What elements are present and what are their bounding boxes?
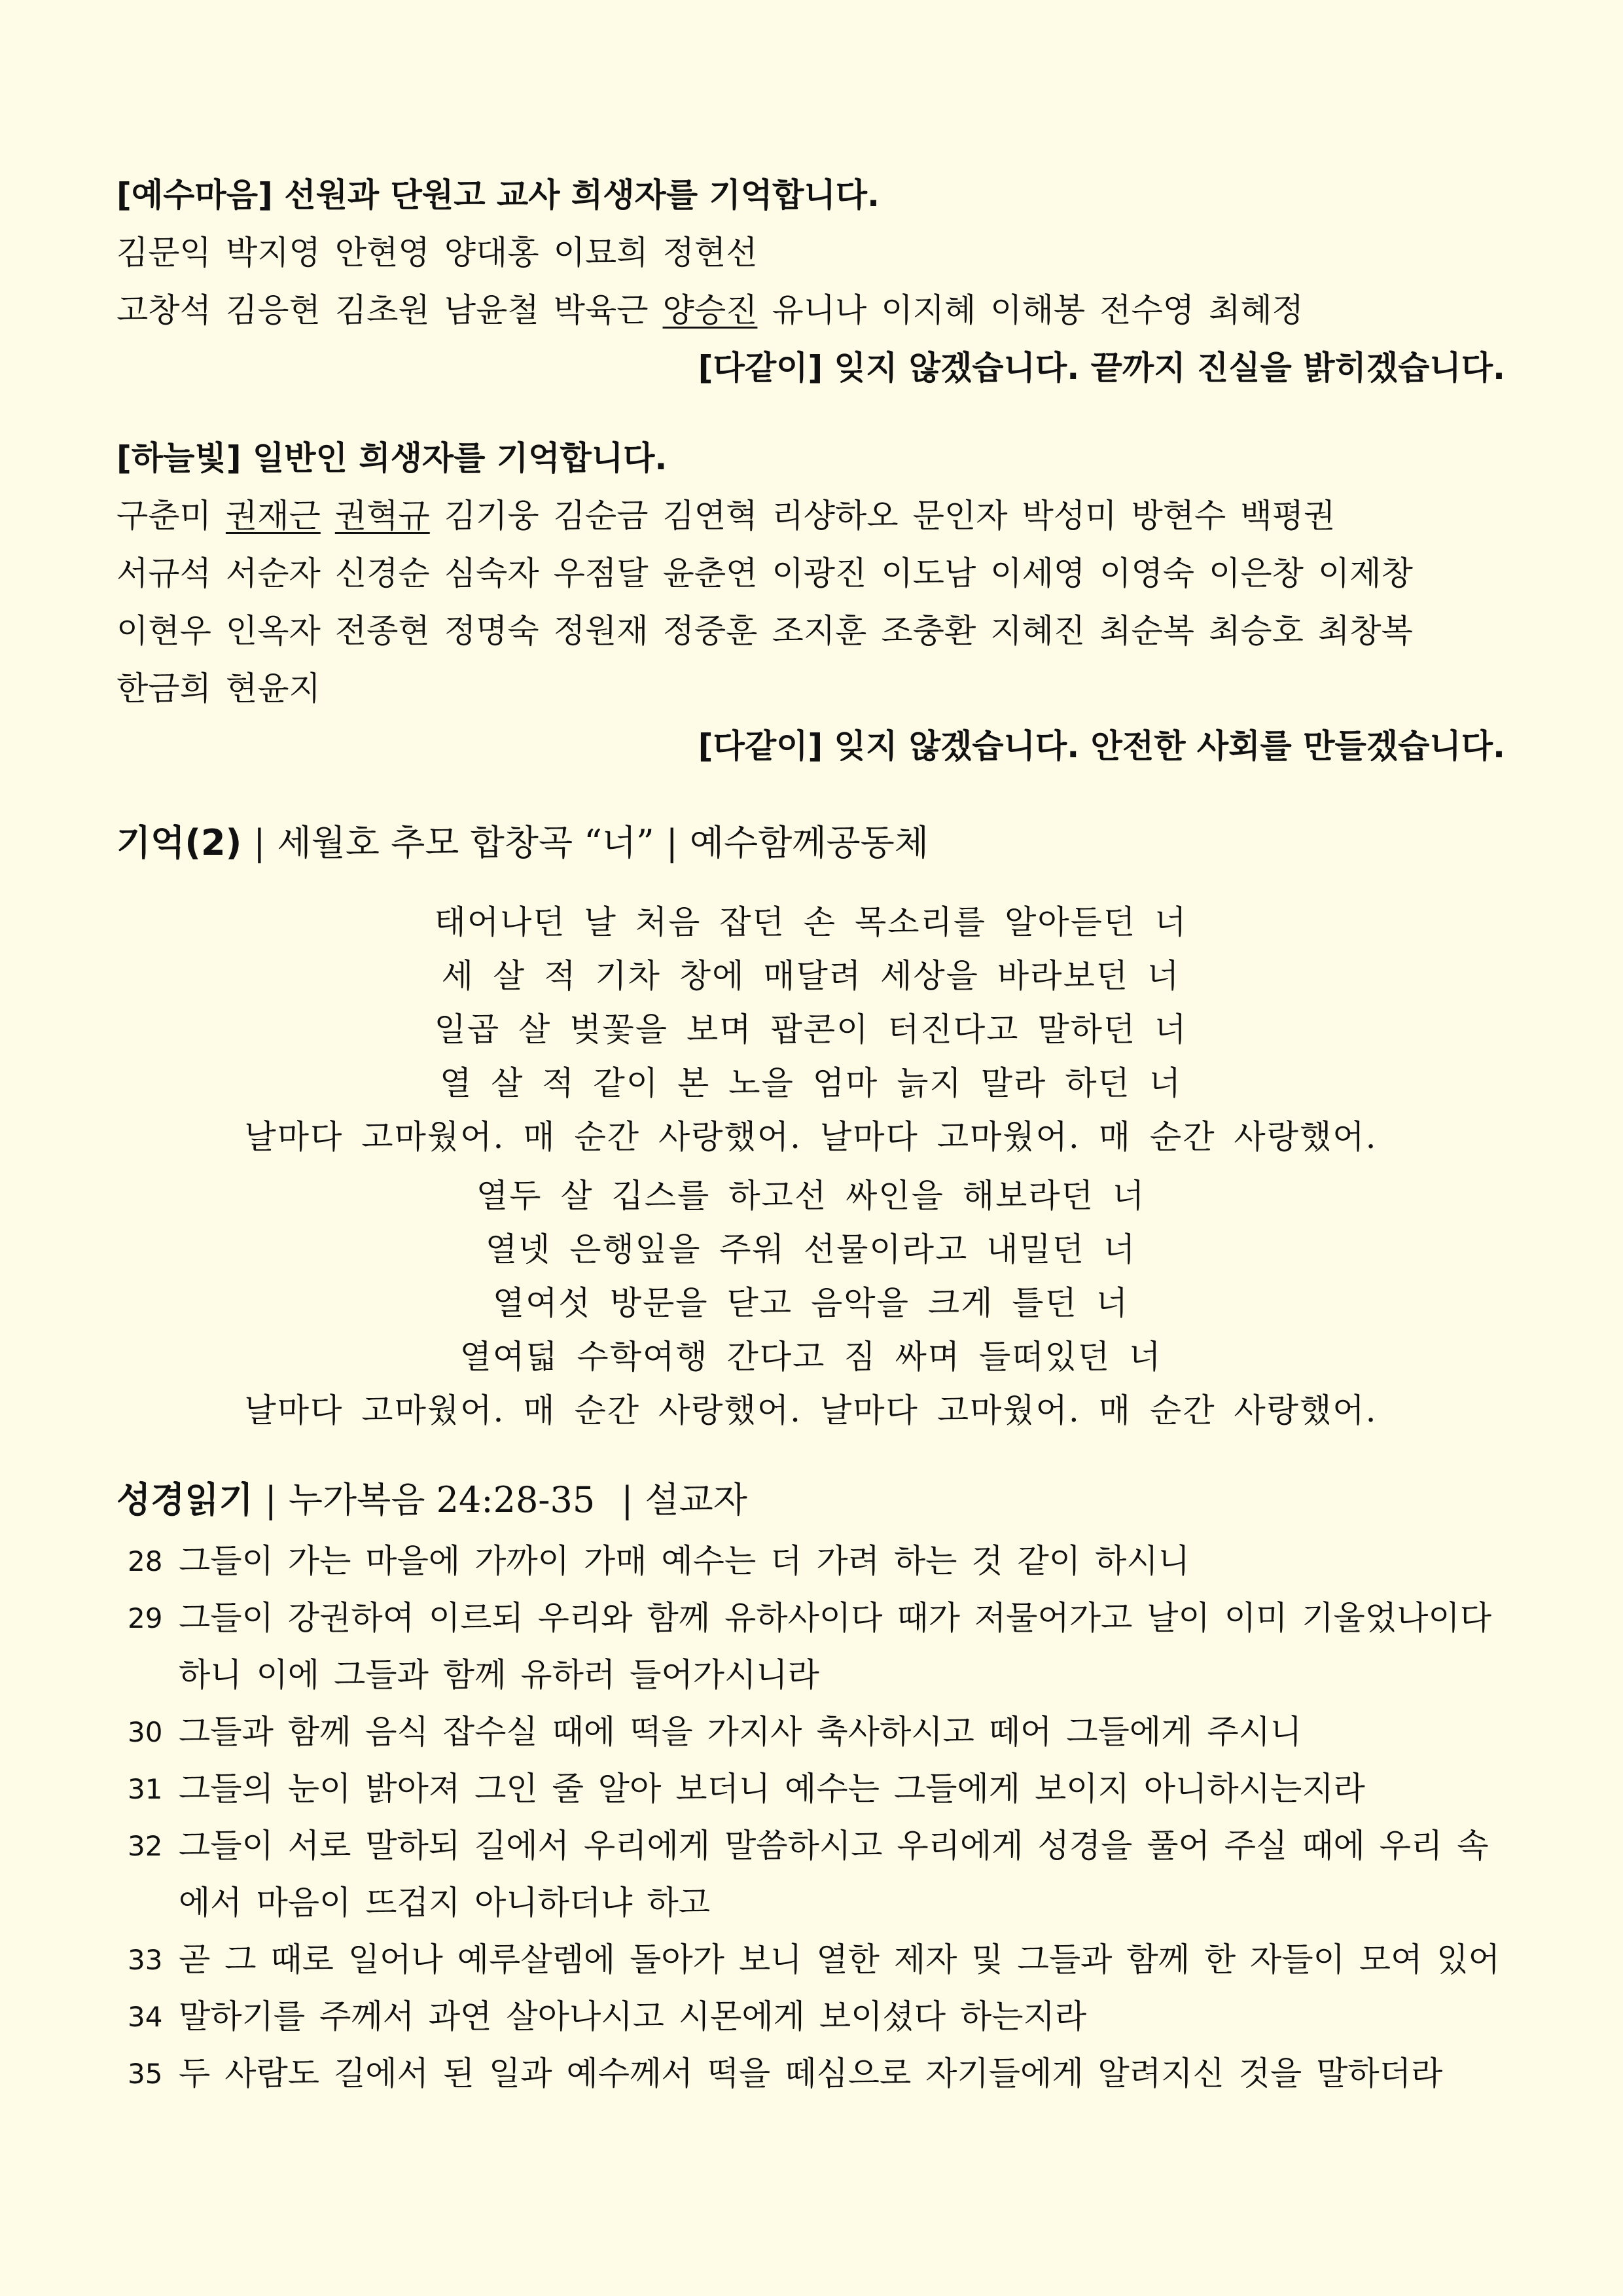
victim-name: 조충환: [881, 612, 976, 650]
victim-name: 서규석: [116, 554, 211, 592]
victim-name: 박지영: [225, 234, 321, 272]
victim-name: 정현선: [662, 234, 758, 272]
victim-name: 정원재: [553, 612, 649, 650]
victim-name: 김연혁: [662, 497, 758, 535]
lyrics-block: [116, 895, 1505, 1437]
separator: |: [666, 822, 678, 863]
victim-name: 김초원: [334, 291, 430, 329]
verse-text: 곧 그 때로 일어나 예루살렘에 돌아가 보니 열한 제자 및 그들과 함께 한 자들이 모여 있어: [179, 1941, 1500, 1979]
lyric-line: 세 살 적 기차 창에 매달려 세상을 바라보던 너: [441, 957, 1181, 995]
victim-name: 문인자: [912, 497, 1008, 535]
verse-text: 말하기를 주께서 과연 살아나시고 시몬에게 보이셨다 하는지라: [179, 1998, 1087, 2036]
scripture-reference: 누가복음 24:28-35: [288, 1479, 596, 1520]
victim-name: 이해봉: [990, 291, 1086, 329]
verse: [128, 1704, 1508, 1761]
scripture-verses: [128, 1533, 1508, 2102]
verse-text: 그들이 강권하여 이르되 우리와 함께 유하사이다 때가 저물어가고 날이 이미 기울었나이다 하니 이에 그들과 함께 유하러 들어가시니라: [179, 1599, 1492, 1694]
scripture-title-label: 성경읽기: [116, 1479, 253, 1520]
victim-name: 김순금: [553, 497, 649, 535]
victim-name: 이은창: [1209, 554, 1304, 592]
victim-name: 현윤지: [225, 670, 321, 708]
victim-name-missing: 권재근: [225, 497, 321, 535]
memory-song-title: 세월호 추모 합창곡 “너”: [277, 822, 654, 863]
lyric-line: 열여덟 수학여행 간다고 짐 싸며 들떠있던 너: [459, 1338, 1162, 1376]
victim-name: 최승호: [1209, 612, 1304, 650]
sky-light-section: [116, 429, 1505, 775]
verse-text: 그들의 눈이 밝아져 그인 줄 알아 보더니 예수는 그들에게 보이지 아니하시는지라: [179, 1770, 1365, 1808]
victim-name-missing: 양승진: [662, 291, 758, 329]
jesus-heart-names-row2: [116, 281, 1505, 339]
lyric-line: 열넷 은행잎을 주워 선물이라고 내밀던 너: [485, 1230, 1137, 1268]
victim-name: 이영숙: [1099, 554, 1195, 592]
verse: [128, 2045, 1508, 2102]
victim-name: 백평권: [1240, 497, 1336, 535]
verse: [128, 1533, 1508, 1590]
verse: [128, 1988, 1508, 2045]
victim-name: 안현영: [334, 234, 430, 272]
memory-section-title: [116, 814, 1505, 872]
verse-number: 29: [128, 1602, 163, 1634]
sky-light-response: [다같이] 잊지 않겠습니다. 안전한 사회를 만들겠습니다.: [698, 727, 1505, 765]
lyric-line: 열여섯 방문을 닫고 음악을 크게 틀던 너: [492, 1284, 1130, 1322]
jesus-heart-section: [116, 166, 1505, 397]
sky-light-names-row4: [116, 660, 1505, 717]
verse: [128, 1818, 1508, 1931]
victim-name: 고창석: [116, 291, 211, 329]
victim-name: 서순자: [225, 554, 321, 592]
sky-light-names-row3: [116, 602, 1505, 660]
verse-text: 그들이 서로 말하되 길에서 우리에게 말씀하시고 우리에게 성경을 풀어 주실 때에 우리 속에서 마음이 뜨겁지 아니하더냐 하고: [179, 1827, 1489, 1922]
victim-name: 박육근: [553, 291, 649, 329]
victim-name: 최순복: [1099, 612, 1195, 650]
lyric-line: 태어나던 날 처음 잡던 손 목소리를 알아듣던 너: [434, 903, 1188, 941]
victim-name: 이현우: [116, 612, 211, 650]
verse-number: 28: [128, 1545, 163, 1577]
verse-text: 두 사람도 길에서 된 일과 예수께서 떡을 떼심으로 자기들에게 알려지신 것을 말하더라: [179, 2054, 1443, 2092]
victim-name: 리샹하오: [772, 497, 899, 535]
memory-title-label: 기억(2): [116, 822, 242, 863]
verse-number: 35: [128, 2058, 163, 2090]
victim-name: 정중훈: [662, 612, 758, 650]
verse-number: 32: [128, 1830, 163, 1862]
scripture-section-title: [116, 1471, 1505, 1529]
verse-number: 34: [128, 2001, 163, 2033]
memory-author: 예수함께공동체: [689, 822, 929, 863]
sky-light-names-row2: [116, 545, 1505, 602]
victim-name: 이제창: [1317, 554, 1413, 592]
victim-name: 우점달: [553, 554, 649, 592]
verse-text: 그들이 가는 마을에 가까이 가매 예수는 더 가려 하는 것 같이 하시니: [179, 1542, 1190, 1580]
victim-name: 방현수: [1131, 497, 1226, 535]
victim-name: 이묘희: [553, 234, 649, 272]
lyric-line: 일곱 살 벚꽃을 보며 팝콘이 터진다고 말하던 너: [434, 1011, 1188, 1049]
lyric-refrain: 날마다 고마웠어. 매 순간 사랑했어. 날마다 고마웠어. 매 순간 사랑했어.: [244, 1391, 1378, 1429]
verse-number: 31: [128, 1773, 163, 1805]
victim-name: 이세영: [990, 554, 1086, 592]
victim-name: 조지훈: [772, 612, 867, 650]
sky-light-names-row1: [116, 487, 1505, 545]
victim-name: 남윤철: [444, 291, 539, 329]
scripture-preacher: 설교자: [645, 1479, 747, 1520]
verse-text: 그들과 함께 음식 잡수실 때에 떡을 가지사 축사하시고 떼어 그들에게 주시니: [179, 1713, 1302, 1751]
victim-name: 신경순: [334, 554, 430, 592]
victim-name: 전수영: [1099, 291, 1195, 329]
victim-name: 정명숙: [444, 612, 539, 650]
jesus-heart-names-row1: [116, 224, 1505, 281]
victim-name: 양대홍: [444, 234, 539, 272]
separator: |: [253, 822, 266, 863]
victim-name: 최혜정: [1209, 291, 1304, 329]
victim-name: 인옥자: [225, 612, 321, 650]
victim-name: 이도남: [881, 554, 976, 592]
victim-name: 유니나: [772, 291, 867, 329]
victim-name: 이광진: [772, 554, 867, 592]
jesus-heart-response: [다같이] 잊지 않겠습니다. 끝까지 진실을 밝히겠습니다.: [698, 349, 1505, 387]
verse-number: 33: [128, 1944, 163, 1976]
verse: [128, 1931, 1508, 1988]
victim-name: 이지혜: [881, 291, 976, 329]
verse-number: 30: [128, 1716, 163, 1748]
victim-name: 윤춘연: [662, 554, 758, 592]
jesus-heart-heading: [예수마음] 선원과 단원고 교사 희생자를 기억합니다.: [116, 176, 880, 214]
sky-light-heading: [하늘빛] 일반인 희생자를 기억합니다.: [116, 439, 668, 477]
victim-name: 김기웅: [444, 497, 539, 535]
lyric-line: 열 살 적 같이 본 노을 엄마 늙지 말라 하던 너: [439, 1064, 1183, 1102]
victim-name: 최창복: [1317, 612, 1413, 650]
victim-name: 김문익: [116, 234, 211, 272]
victim-name: 박성미: [1022, 497, 1117, 535]
victim-name: 한금희: [116, 670, 211, 708]
lyric-line: 열두 살 깁스를 하고선 싸인을 해보라던 너: [476, 1177, 1146, 1215]
separator: |: [264, 1479, 277, 1520]
victim-name-missing: 권혁규: [334, 497, 430, 535]
separator: |: [621, 1479, 633, 1520]
verse: [128, 1590, 1508, 1704]
victim-name: 전종현: [334, 612, 430, 650]
victim-name: 지혜진: [990, 612, 1086, 650]
verse: [128, 1761, 1508, 1818]
victim-name: 심숙자: [444, 554, 539, 592]
lyric-refrain: 날마다 고마웠어. 매 순간 사랑했어. 날마다 고마웠어. 매 순간 사랑했어.: [244, 1118, 1378, 1156]
victim-name: 구춘미: [116, 497, 211, 535]
victim-name: 김응현: [225, 291, 321, 329]
